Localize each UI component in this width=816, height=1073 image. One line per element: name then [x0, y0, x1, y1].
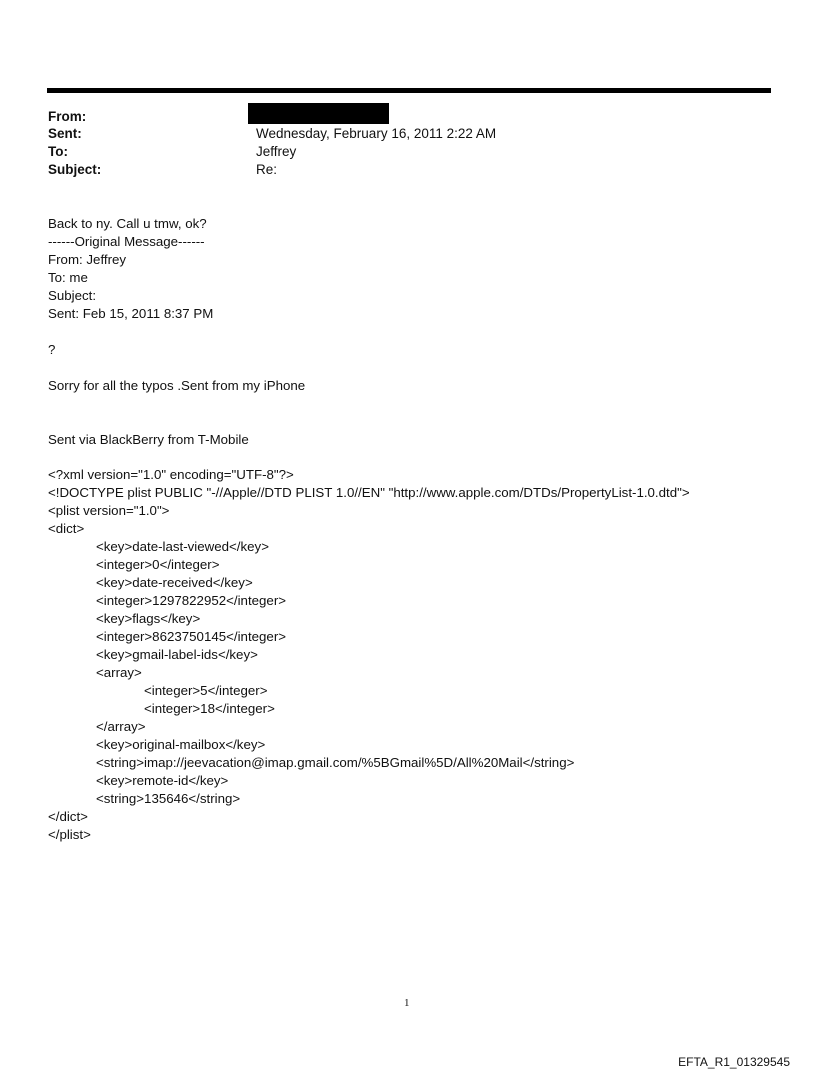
body-line: Sent: Feb 15, 2011 8:37 PM	[48, 306, 214, 321]
subject-label: Subject:	[48, 162, 102, 177]
xml-line: <?xml version="1.0" encoding="UTF-8"?>	[48, 467, 294, 482]
body-line: Back to ny. Call u tmw, ok?	[48, 216, 207, 231]
xml-line: </plist>	[48, 827, 91, 842]
subject-value: Re:	[256, 162, 278, 177]
page-number: 1	[404, 997, 410, 1009]
xml-line: <key>flags</key>	[96, 611, 201, 626]
body-line: From: Jeffrey	[48, 252, 127, 267]
redaction-block	[248, 103, 389, 124]
xml-line: <key>gmail-label-ids</key>	[96, 647, 258, 662]
sent-value: Wednesday, February 16, 2011 2:22 AM	[256, 126, 497, 141]
from-label: From:	[48, 109, 87, 124]
body-line: Sent via BlackBerry from T-Mobile	[48, 432, 249, 447]
xml-line: <integer>18</integer>	[144, 701, 275, 716]
bates-number: EFTA_R1_01329545	[678, 1055, 790, 1069]
xml-line: <key>date-received</key>	[96, 575, 253, 590]
xml-line: <key>original-mailbox</key>	[96, 737, 266, 752]
xml-line: <array>	[96, 665, 142, 680]
xml-line: <integer>8623750145</integer>	[96, 629, 287, 644]
xml-line: <!DOCTYPE plist PUBLIC "-//Apple//DTD PLIST 1.0//EN" "http://www.apple.com/DTDs/PropertyList-1.0.dtd">	[48, 485, 690, 500]
body-line: ------Original Message------	[48, 234, 205, 249]
xml-line: <string>135646</string>	[96, 791, 241, 806]
xml-line: <integer>5</integer>	[144, 683, 268, 698]
xml-line: <integer>1297822952</integer>	[96, 593, 287, 608]
body-line: To: me	[48, 270, 88, 285]
xml-line: <key>date-last-viewed</key>	[96, 539, 269, 554]
body-line: Sorry for all the typos .Sent from my iPhone	[48, 378, 306, 393]
xml-line: </array>	[96, 719, 146, 734]
xml-line: <plist version="1.0">	[48, 503, 170, 518]
xml-line: </dict>	[48, 809, 88, 824]
body-line: ?	[48, 342, 56, 357]
to-value: Jeffrey	[256, 144, 297, 159]
sent-label: Sent:	[48, 126, 82, 141]
header-rule	[47, 88, 771, 93]
xml-line: <integer>0</integer>	[96, 557, 220, 572]
xml-line: <string>imap://jeevacation@imap.gmail.com/%5BGmail%5D/All%20Mail</string>	[96, 755, 575, 770]
body-line: Subject:	[48, 288, 97, 303]
xml-line: <key>remote-id</key>	[96, 773, 229, 788]
xml-line: <dict>	[48, 521, 85, 536]
to-label: To:	[48, 144, 68, 159]
